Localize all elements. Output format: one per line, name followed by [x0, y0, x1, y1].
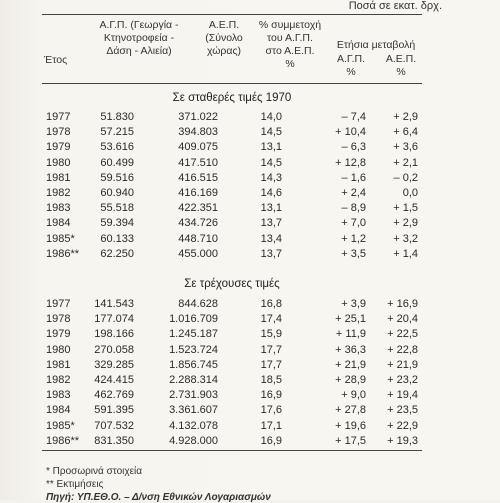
cell-pct: 13,1 [260, 141, 282, 154]
cell-pct: 17,4 [260, 313, 282, 326]
cell-agp: 329.285 [94, 358, 134, 371]
cell-aep: 422.351 [178, 202, 218, 215]
cell-chg-aep: + 19,4 [387, 389, 418, 402]
header-chg-agp-label: Α.Γ.Π. [337, 53, 365, 65]
table-row [0, 216, 500, 231]
cell-pct: 16,9 [260, 389, 282, 402]
table-row [0, 186, 500, 201]
header-chg-aep-label: Α.Ε.Π. [385, 53, 417, 65]
cell-chg-aep: + 22,8 [387, 343, 418, 356]
cell-year: 1986** [46, 434, 80, 447]
cell-agp: 51.830 [100, 111, 134, 123]
cell-aep: 1.245.187 [169, 328, 218, 341]
cell-chg-agp: + 3,5 [341, 247, 366, 260]
cell-pct: 14,0 [260, 111, 282, 123]
header-agp [84, 19, 194, 58]
section-title-current-prices: Σε τρέχουσες τιμές [184, 278, 280, 290]
cell-agp: 462.769 [94, 389, 134, 402]
table-row [0, 171, 500, 186]
header-aep [194, 19, 254, 58]
cell-year: 1977 [46, 298, 71, 310]
cell-aep: 2.731.903 [169, 389, 218, 402]
cell-aep: 434.726 [178, 217, 218, 230]
cell-chg-aep: + 1,4 [393, 247, 418, 260]
cell-agp: 59.394 [100, 217, 134, 230]
cell-year: 1980 [46, 156, 71, 169]
table-top-rule [42, 14, 422, 15]
cell-chg-agp: + 7,0 [341, 217, 366, 230]
cell-agp: 831.350 [94, 434, 134, 447]
cell-aep: 409.075 [178, 141, 218, 154]
unit-note: Ποσά σε εκατ. δρχ. [348, 0, 442, 12]
cell-pct: 17,1 [260, 419, 282, 432]
table-row [0, 247, 500, 262]
section-title-constant-prices: Σε σταθερές τιμές 1970 [172, 92, 292, 104]
cell-pct: 16,8 [260, 298, 282, 310]
header-chg-agp [326, 53, 376, 79]
cell-pct: 16,9 [260, 434, 282, 447]
cell-chg-agp: + 3,9 [341, 298, 366, 310]
cell-year: 1982 [46, 374, 71, 386]
cell-pct: 17,7 [260, 358, 282, 371]
cell-aep: 455.000 [178, 247, 218, 260]
cell-chg-agp: + 36,3 [335, 343, 366, 356]
cell-chg-aep: + 2,1 [393, 156, 418, 169]
cell-agp: 177.074 [94, 313, 134, 326]
cell-chg-aep: + 23,2 [387, 374, 418, 386]
cell-pct: 14,5 [260, 156, 282, 169]
cell-aep: 371.022 [178, 111, 218, 123]
header-pct-line3: στο Α.Ε.Π. [265, 45, 315, 57]
cell-pct: 17,7 [260, 343, 282, 356]
cell-chg-aep: + 2,9 [393, 111, 418, 123]
cell-pct: 13,1 [260, 202, 282, 215]
cell-agp: 707.532 [94, 419, 134, 432]
cell-pct: 14,5 [260, 126, 282, 139]
cell-agp: 198.166 [94, 328, 134, 341]
cell-chg-agp: + 11,9 [335, 328, 366, 341]
cell-year: 1982 [46, 187, 71, 199]
table-row [0, 327, 500, 342]
cell-chg-aep: + 6,4 [393, 126, 418, 139]
cell-agp: 59.516 [100, 171, 134, 184]
cell-chg-aep: + 3,2 [393, 232, 418, 245]
table-row [0, 434, 500, 449]
cell-year: 1983 [46, 202, 71, 215]
table-row [0, 110, 500, 125]
cell-chg-aep: + 2,9 [393, 217, 418, 230]
cell-aep: 2.288.314 [169, 374, 218, 386]
cell-chg-aep: + 1,5 [393, 202, 418, 215]
header-chg-agp-unit: % [346, 66, 356, 78]
cell-year: 1979 [46, 141, 71, 154]
cell-chg-agp: + 25,1 [335, 313, 366, 326]
cell-aep: 4.928.000 [169, 434, 218, 447]
header-agp-line2: Κτηνοτροφεία - [103, 32, 175, 44]
cell-chg-agp: + 12,8 [335, 156, 366, 169]
cell-agp: 55.518 [100, 202, 134, 215]
cell-chg-agp: – 8,9 [341, 202, 366, 215]
cell-pct: 13,7 [260, 247, 282, 260]
cell-pct: 14,6 [260, 187, 282, 199]
cell-agp: 141.543 [94, 298, 134, 310]
header-year: Έτος [44, 54, 68, 66]
table-row [0, 297, 500, 312]
cell-year: 1985* [46, 419, 75, 432]
cell-agp: 591.395 [94, 404, 134, 417]
cell-chg-agp: – 6,3 [341, 141, 366, 154]
cell-year: 1984 [46, 404, 71, 417]
header-chg-aep-unit: % [396, 66, 406, 78]
cell-chg-agp: + 10,4 [335, 126, 366, 139]
table-row [0, 419, 500, 434]
cell-chg-aep: + 22,5 [387, 328, 418, 341]
cell-chg-aep: 0,0 [402, 187, 418, 199]
header-bottom-rule [42, 83, 422, 84]
cell-chg-agp: + 17,5 [335, 434, 366, 447]
cell-chg-agp: + 28,9 [335, 374, 366, 386]
table-row [0, 232, 500, 247]
cell-pct: 14,3 [260, 171, 282, 184]
cell-aep: 416.169 [178, 187, 218, 199]
cell-chg-agp: + 9,0 [341, 389, 366, 402]
header-pct [254, 19, 326, 71]
cell-chg-aep: + 21,9 [387, 358, 418, 371]
table-row [0, 312, 500, 327]
header-aep-line1: Α.Ε.Π. [208, 19, 240, 31]
cell-year: 1983 [46, 389, 71, 402]
cell-chg-aep: + 23,5 [387, 404, 418, 417]
cell-agp: 60.940 [100, 187, 134, 199]
table-row [0, 403, 500, 418]
cell-chg-aep: + 16,9 [387, 298, 418, 310]
cell-aep: 1.016.709 [169, 313, 218, 326]
cell-chg-agp: + 2,4 [341, 187, 366, 199]
header-agp-line3: Δάση - Αλιεία) [106, 45, 172, 57]
header-pct-line1: % συμμετοχή [258, 19, 322, 31]
cell-aep: 394.803 [178, 126, 218, 139]
cell-chg-aep: + 19,3 [387, 434, 418, 447]
cell-year: 1980 [46, 343, 71, 356]
cell-chg-agp: – 1,6 [341, 171, 366, 184]
table-row [0, 156, 500, 171]
cell-chg-aep: + 20,4 [387, 313, 418, 326]
cell-year: 1978 [46, 313, 71, 326]
cell-pct: 17,6 [260, 404, 282, 417]
cell-chg-agp: – 7,4 [341, 111, 366, 123]
cell-chg-agp: + 21,9 [335, 358, 366, 371]
footnote-estimates: ** Εκτιμήσεις [46, 479, 104, 490]
cell-agp: 270.058 [94, 343, 134, 356]
table-row [0, 201, 500, 216]
cell-agp: 424.415 [94, 374, 134, 386]
cell-year: 1977 [46, 111, 71, 123]
cell-agp: 62.250 [100, 247, 134, 260]
cell-agp: 53.616 [100, 141, 134, 154]
header-annual-change: Ετήσια μεταβολή [336, 39, 416, 51]
header-chg-aep [376, 53, 426, 79]
cell-year: 1981 [46, 171, 71, 184]
footnote-source: Πηγή: ΥΠ.ΕΘ.Ο. – Δ/νση Εθνικών Λογαριασμών [46, 492, 271, 503]
cell-year: 1985* [46, 232, 75, 245]
cell-agp: 57.215 [100, 126, 134, 139]
table-row [0, 358, 500, 373]
table-row [0, 388, 500, 403]
table-bottom-rule [42, 450, 422, 451]
cell-year: 1979 [46, 328, 71, 341]
cell-aep: 4.132.078 [169, 419, 218, 432]
cell-aep: 416.515 [178, 171, 218, 184]
cell-year: 1986** [46, 247, 80, 260]
cell-chg-aep: + 22,9 [387, 419, 418, 432]
header-pct-line4: % [285, 58, 295, 70]
cell-aep: 448.710 [178, 232, 218, 245]
footnote-provisional: * Προσωρινά στοιχεία [46, 466, 143, 477]
cell-pct: 15,9 [260, 328, 282, 341]
cell-year: 1978 [46, 126, 71, 139]
table-row [0, 373, 500, 388]
cell-aep: 1.523.724 [169, 343, 218, 356]
table-row [0, 125, 500, 140]
cell-pct: 18,5 [260, 374, 282, 386]
cell-chg-agp: + 1,2 [341, 232, 366, 245]
cell-pct: 13,4 [260, 232, 282, 245]
header-aep-line3: χώρας) [206, 45, 242, 57]
cell-chg-aep: – 0,2 [393, 171, 418, 184]
cell-chg-aep: + 3,6 [393, 141, 418, 154]
table-row [0, 140, 500, 155]
cell-agp: 60.133 [100, 232, 134, 245]
cell-aep: 417.510 [178, 156, 218, 169]
cell-agp: 60.499 [100, 156, 134, 169]
header-agp-line1: Α.Γ.Π. (Γεωργία - [99, 19, 179, 31]
cell-aep: 3.361.607 [169, 404, 218, 417]
header-pct-line2: του Α.Γ.Π. [267, 32, 313, 44]
cell-year: 1984 [46, 217, 71, 230]
header-aep-line2: (Σύνολο [205, 32, 243, 44]
cell-aep: 844.628 [178, 298, 218, 310]
cell-chg-agp: + 19,6 [335, 419, 366, 432]
cell-pct: 13,7 [260, 217, 282, 230]
cell-year: 1981 [46, 358, 71, 371]
cell-aep: 1.856.745 [169, 358, 218, 371]
table-row [0, 343, 500, 358]
cell-chg-agp: + 27,8 [335, 404, 366, 417]
